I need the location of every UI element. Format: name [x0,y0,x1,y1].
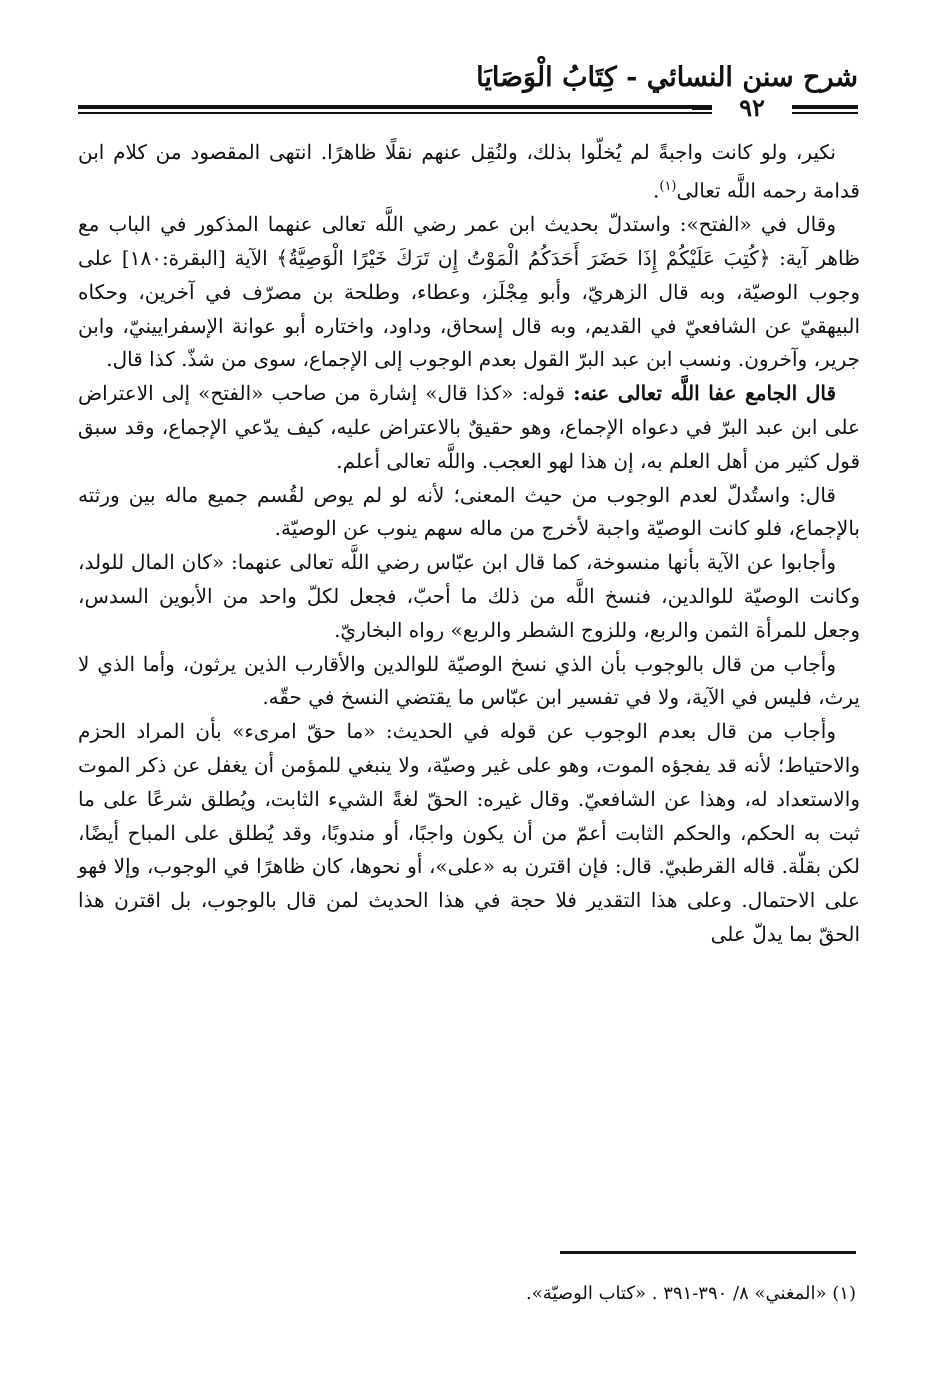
page-number-box [712,93,792,122]
paragraph-7 [78,715,860,952]
paragraph-5 [78,546,860,647]
footnote-rule [560,1251,856,1254]
paragraph-6 [78,648,860,716]
paragraph-text: وأجاب من قال بالوجوب بأن الذي نسخ الوصيّة للوالدين والأقارب الذين يرثون، وأما الذي لا يرث، فليس في الآية، ولا في تفسير ابن عبّاس ما يقتضي النسخ في حقّه. [78,651,860,710]
page-number: ٩٢ [739,93,765,122]
paragraph-1 [78,136,860,208]
paragraph-suffix: . [653,178,660,203]
paragraph-lead: قال الجامع عفا اللَّه تعالى عنه: [573,381,837,406]
paragraph-text: وأجاب من قال بعدم الوجوب عن قوله في الحديث: «ما حقّ امرىء» بأن المراد الحزم والاحتياط؛ لأنه قد يفجؤه الموت، وهو على غير وصيّة، ولا ينبغي للمؤمن أن يغفل عن ذكر الموت والاستعداد له، وهذا عن الشافعيّ. وقال غيره: الحقّ لغةً الشيء الثابت، ويُطلق شرعًا على ما ثبت به الحكم، والحكم الثابت أعمّ من أن يكون واجبًا، أو مندوبًا، وقد يُطلق على المباح أيضًا، لكن بقلّة. قاله القرطبيّ. قال: فإن اقترن به «على»، أو نحوها، كان ظاهرًا في الوجوب، وإلا فهو على الاحتمال. وعلى هذا التقدير فلا حجة في هذا الحديث لمن قال بالوجوب، بل اقترن هذا الحقّ بما يدلّ على [78,719,860,946]
paragraph-4 [78,479,860,547]
paragraph-text: وأجابوا عن الآية بأنها منسوخة، كما قال ابن عبّاس رضي اللَّه تعالى عنهما: «كان المال للولد، وكانت الوصيّة للوالدين، فنسخ اللَّه من ذلك ما أحبّ، فجعل لكلّ واحد من الأبوين السدس، وجعل للمرأة الثمن والربع، وللزوج الشطر والربع» رواه البخاريّ. [78,550,860,642]
paragraph-text: وقال في «الفتح»: واستدلّ بحديث ابن عمر رضي اللَّه تعالى عنهما المذكور في الباب مع ظاهر آية: ﴿كُتِبَ عَلَيْكُمْ إِذَا حَضَرَ أَحَدَكُمُ الْمَوْتُ إِن تَرَكَ خَيْرًا الْوَصِيَّةُ﴾ الآية [البقرة:١٨٠] على وجوب الوصيّة، وبه قال الزهريّ، وأبو مِجْلَز، وعطاء، وطلحة بن مصرّف في آخرين، وحكاه البيهقيّ عن الشافعيّ في القديم، وبه قال إسحاق، وداود، واختاره أبو عوانة الإسفرايينيّ، وابن جرير، وآخرون. ونسب ابن عبد البرّ القول بعدم الوجوب إلى الإجماع، سوى من شذّ. كذا قال. [78,212,860,372]
paragraph-2 [78,208,860,377]
running-title: شرح سنن النسائي - كِتَابُ الْوَصَايَا [476,62,858,93]
paragraph-text: نكير، ولو كانت واجبةً لم يُخلّوا بذلك، ولنُقِل عنهم نقلًا ظاهرًا. انتهى المقصود من كلام ابن قدامة رحمه اللَّه تعالى [78,140,860,203]
body-text [78,136,860,952]
page-number-rule-left [692,106,712,110]
paragraph-text: قال: واستُدلّ لعدم الوجوب من حيث المعنى؛ لأنه لو لم يوص لقُسم جميع ماله بين ورثته بالإجماع، فلو كانت الوصيّة واجبة لأخرج من ماله سهم ينوب عن الوصيّة. [78,482,860,541]
paragraph-3 [78,377,860,478]
footnote-marker[interactable]: (١) [659,178,677,194]
paragraph-text: قوله: «كذا قال» إشارة من صاحب «الفتح» إلى الاعتراض على ابن عبد البرّ في دعواه الإجماع، وهو حقيقٌ بالاعتراض عليه، كيف يدّعي الإجماع، وقد سبق قول كثير من أهل العلم به، إن هذا لهو العجب. واللَّه تعالى أعلم. [78,381,860,473]
footnote: (١) «المغني» ٨/ ٣٩٠-٣٩١ . «كتاب الوصيّة». [525,1283,856,1304]
